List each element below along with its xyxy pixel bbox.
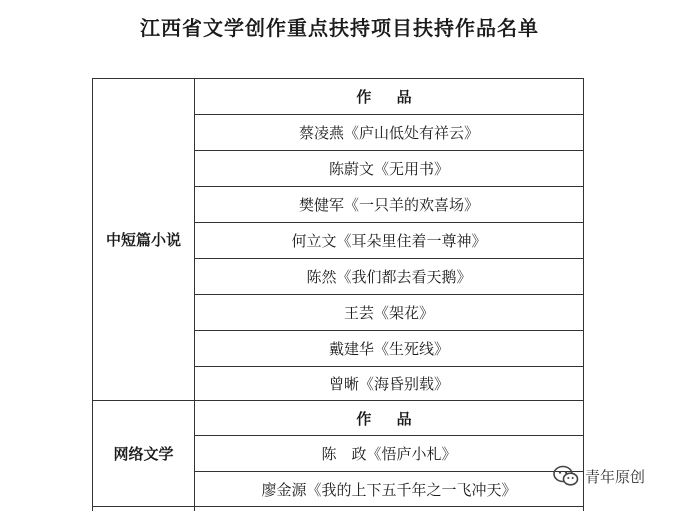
table-border-right — [583, 78, 584, 511]
work-entry: 廖金源《我的上下五千年之一飞冲天》 — [261, 480, 517, 499]
category-label: 中短篇小说 — [105, 231, 181, 249]
work-entry: 樊健军《一只羊的欢喜场》 — [298, 196, 479, 214]
work-entry: 何立文《耳朵里住着一尊神》 — [291, 232, 487, 250]
work-entry: 曾晰《海昏别载》 — [328, 375, 449, 393]
category-label: 网络文学 — [113, 445, 174, 463]
page-title: 江西省文学创作重点扶持项目扶持作品名单 — [140, 16, 539, 40]
work-entry: 蔡凌燕《庐山低处有祥云》 — [298, 124, 479, 142]
work-entry: 戴建华《生死线》 — [328, 340, 449, 358]
work-entry: 陈 政《悟庐小札》 — [321, 445, 457, 463]
wechat-icon — [553, 465, 579, 487]
work-entry: 陈蔚文《无用书》 — [328, 160, 449, 178]
watermark-text: 青年原创 — [585, 467, 646, 486]
work-entry: 王芸《架花》 — [343, 304, 434, 322]
watermark — [553, 464, 645, 488]
work-entry: 陈然《我们都去看天鹅》 — [306, 268, 472, 286]
row-divider — [92, 506, 584, 507]
column-header-works: 作 品 — [356, 409, 422, 428]
column-header-works: 作 品 — [356, 88, 422, 106]
